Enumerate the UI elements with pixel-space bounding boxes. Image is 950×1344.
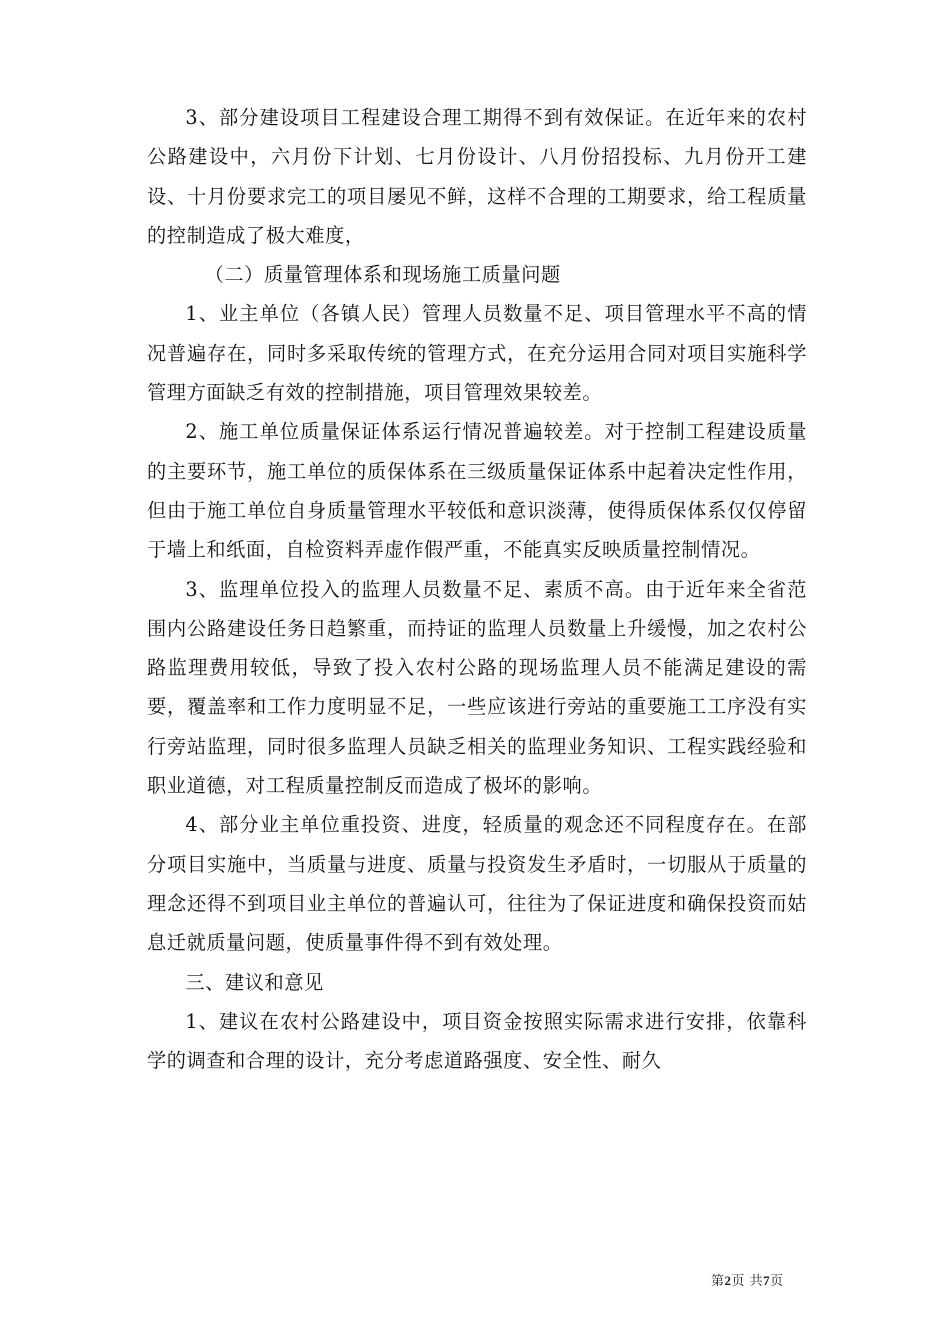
paragraph-suggestion-funding: 1、建议在农村公路建设中，项目资金按照实际需求进行安排，依靠科学的调查和合理的设计，充分考虑道路强度、安全性、耐久 <box>147 1009 807 1073</box>
section-heading-quality-system: （二）质量管理体系和现场施工质量问题 <box>204 263 561 287</box>
page-number-footer <box>711 1270 784 1289</box>
footer-suffix: 页 <box>770 1274 784 1289</box>
footer-prefix: 第 <box>711 1274 725 1289</box>
footer-total-pages: 7 <box>763 1273 771 1288</box>
footer-current-page: 2 <box>724 1273 732 1288</box>
footer-middle: 页 共 <box>731 1274 764 1289</box>
paragraph-owner-management: 1、业主单位（各镇人民）管理人员数量不足、项目管理水平不高的情况普遍存在，同时多采取传统的管理方式，在充分运用合同对项目实施科学管理方面缺乏有效的控制措施，项目管理效果较差。 <box>147 302 807 405</box>
paragraph-supervision-staff: 3、监理单位投入的监理人员数量不足、素质不高。由于近年来全省范围内公路建设任务日趋繁重，而持证的监理人员数量上升缓慢，加之农村公路监理费用较低，导致了投入农村公路的现场监理人员不能满足建设的需要，覆盖率和工作力度明显不足，一些应该进行旁站的重要施工工序没有实行旁站监理，同时很多监理人员缺乏相关的监理业务知识、工程实践经验和职业道德，对工程质量控制反而造成了极坏的影响。 <box>147 577 807 798</box>
section-heading-suggestions: 三、建议和意见 <box>185 970 324 994</box>
paragraph-contractor-quality: 2、施工单位质量保证体系运行情况普遍较差。对于控制工程建设质量的主要环节，施工单位的质保体系在三级质量保证体系中起着决定性作用，但由于施工单位自身质量管理水平较低和意识淡薄，使得质保体系仅仅停留于墙上和纸面，自检资料弄虚作假严重，不能真实反映质量控制情况。 <box>147 420 807 562</box>
document-body <box>147 98 807 1080</box>
paragraph-construction-period: 3、部分建设项目工程建设合理工期得不到有效保证。在近年来的农村公路建设中，六月份下计划、七月份设计、八月份招投标、九月份开工建设、十月份要求完工的项目屡见不鲜，这样不合理的工期要求，给工程质量的控制造成了极大难度， <box>147 106 807 247</box>
paragraph-investment-priority: 4、部分业主单位重投资、进度，轻质量的观念还不同程度存在。在部分项目实施中，当质量与进度、质量与投资发生矛盾时，一切服从于质量的理念还得不到项目业主单位的普遍认可，往往为了保证进度和确保投资而姑息迁就质量问题，使质量事件得不到有效处理。 <box>147 813 807 955</box>
